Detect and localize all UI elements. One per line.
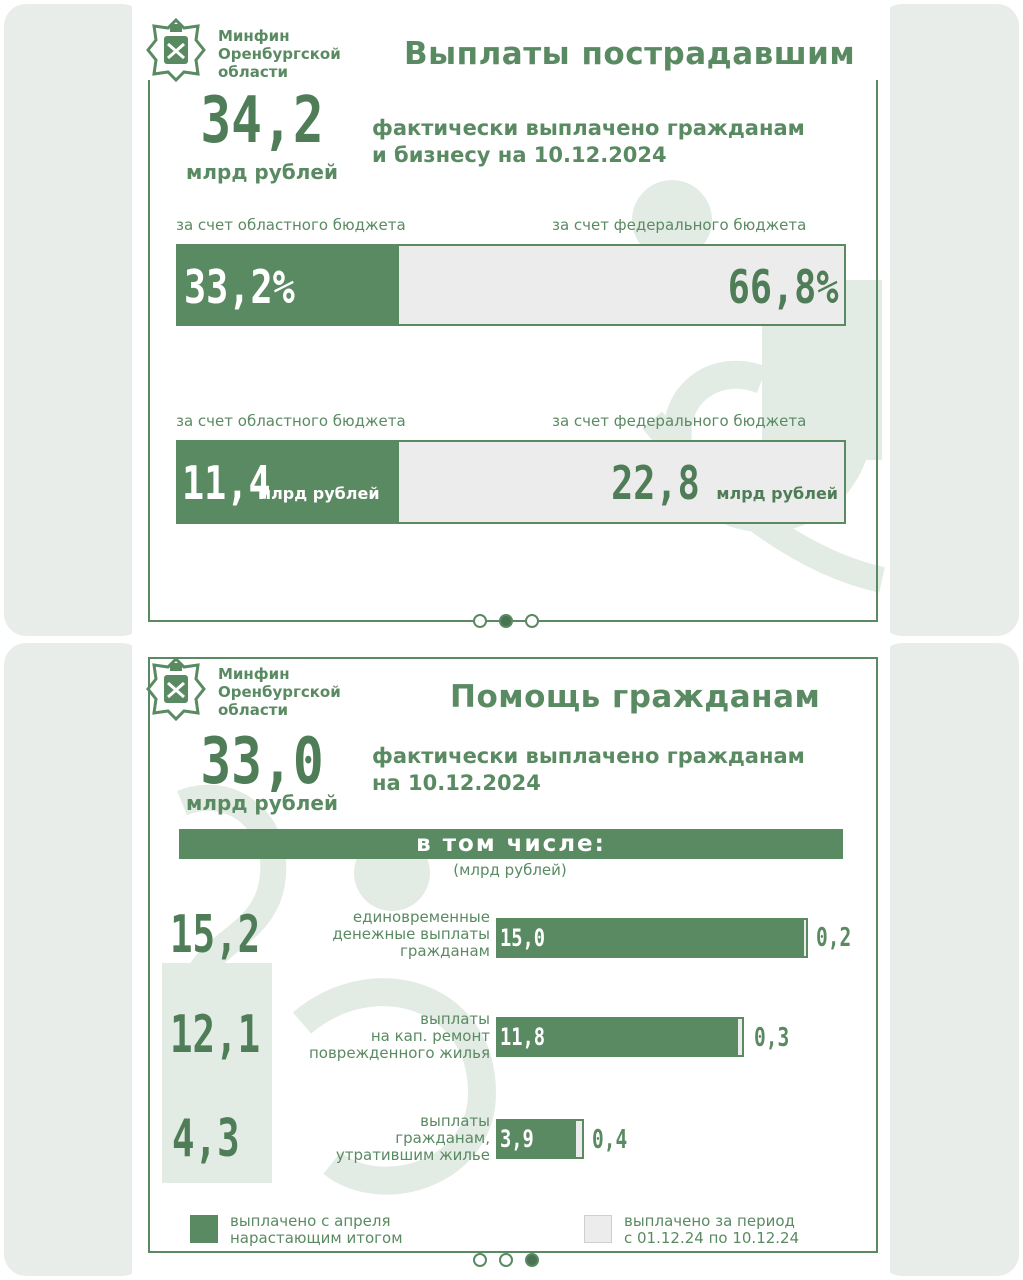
federal-share-value: 66,8%	[727, 260, 838, 314]
row-period-value: 0,4	[592, 1125, 628, 1155]
regional-amount-unit: млрд рублей	[258, 484, 380, 503]
regional-budget-label: за счет областного бюджета	[176, 216, 406, 234]
pagination-dots	[473, 614, 539, 628]
legend-swatch-period	[584, 1215, 612, 1243]
federal-budget-label: за счет федерального бюджета	[552, 216, 807, 234]
row-label: выплаты гражданам, утратившим жилье	[335, 1112, 490, 1164]
pagination-dots	[473, 1253, 539, 1267]
page-dot-1[interactable]	[473, 614, 487, 628]
row-bar-period	[804, 918, 808, 958]
row-bar-cumulative	[496, 1119, 576, 1159]
legend-swatch-cumulative	[190, 1215, 218, 1243]
brand-name: Минфин Оренбургской области	[218, 665, 341, 719]
coat-of-arms-icon	[146, 657, 206, 721]
total-amount: 34,2	[200, 84, 324, 158]
page-dot-2[interactable]	[499, 1253, 513, 1267]
background-panel-left-bottom	[4, 643, 144, 1276]
percent-split-bar	[176, 244, 846, 326]
total-unit: млрд рублей	[186, 791, 338, 815]
total-amount: 33,0	[200, 725, 324, 799]
including-band: в том числе:	[179, 829, 843, 859]
row-bar-cumulative	[496, 1017, 738, 1057]
page-title: Выплаты пострадавшим	[404, 36, 856, 72]
unit-note: (млрд рублей)	[453, 861, 567, 879]
row-bar	[496, 1017, 744, 1057]
background-panel-right-bottom	[880, 643, 1019, 1276]
total-unit: млрд рублей	[186, 160, 338, 184]
row-label: выплаты на кап. ремонт поврежденного жилья	[308, 1010, 490, 1062]
row-bar-cumulative-value: 11,8	[500, 1023, 546, 1051]
row-bar-cumulative-value: 3,9	[500, 1125, 534, 1153]
row-total: 4,3	[172, 1109, 240, 1169]
legend-period: выплачено за период с 01.12.24 по 10.12.24	[624, 1212, 800, 1247]
regional-budget-label: за счет областного бюджета	[176, 412, 406, 430]
legend-cumulative: выплачено с апреля нарастающим итогом	[230, 1212, 403, 1247]
amount-split-bar	[176, 440, 846, 524]
subtitle: фактически выплачено гражданам на 10.12.2024	[372, 744, 805, 795]
background-panel-right-top	[880, 4, 1019, 636]
page-dot-2[interactable]	[499, 614, 513, 628]
row-period-value: 0,3	[754, 1023, 790, 1053]
brand-name: Минфин Оренбургской области	[218, 27, 341, 81]
row-total: 15,2	[170, 905, 261, 965]
regional-amount-segment	[178, 442, 399, 522]
federal-amount-value: 22,8	[611, 456, 700, 510]
background-panel-left-top	[4, 4, 144, 636]
slide-citizen-aid	[132, 643, 890, 1280]
row-bar-period	[576, 1119, 584, 1159]
regional-share-value: 33,2%	[184, 260, 295, 314]
row-bar-period	[738, 1017, 744, 1057]
page-dot-1[interactable]	[473, 1253, 487, 1267]
regional-share-segment	[178, 246, 399, 324]
subtitle: фактически выплачено гражданам и бизнесу на 10.12.2024	[372, 116, 805, 167]
federal-amount-segment	[399, 442, 844, 522]
row-bar	[496, 918, 808, 958]
row-total: 12,1	[170, 1005, 261, 1065]
row-period-value: 0,2	[816, 923, 852, 953]
page-dot-3[interactable]	[525, 614, 539, 628]
federal-budget-label: за счет федерального бюджета	[552, 412, 807, 430]
page-dot-3[interactable]	[525, 1253, 539, 1267]
row-bar-cumulative	[496, 918, 804, 958]
coat-of-arms-icon	[146, 18, 206, 82]
regional-amount-value: 11,4	[182, 456, 271, 510]
federal-amount-unit: млрд рублей	[716, 484, 838, 503]
slide-payments-victims	[132, 0, 890, 640]
row-bar	[496, 1119, 584, 1159]
federal-share-segment	[399, 246, 844, 324]
row-bar-cumulative-value: 15,0	[500, 924, 546, 952]
page-title: Помощь гражданам	[450, 679, 821, 715]
row-label: единовременные денежные выплаты гражданам	[332, 908, 490, 960]
